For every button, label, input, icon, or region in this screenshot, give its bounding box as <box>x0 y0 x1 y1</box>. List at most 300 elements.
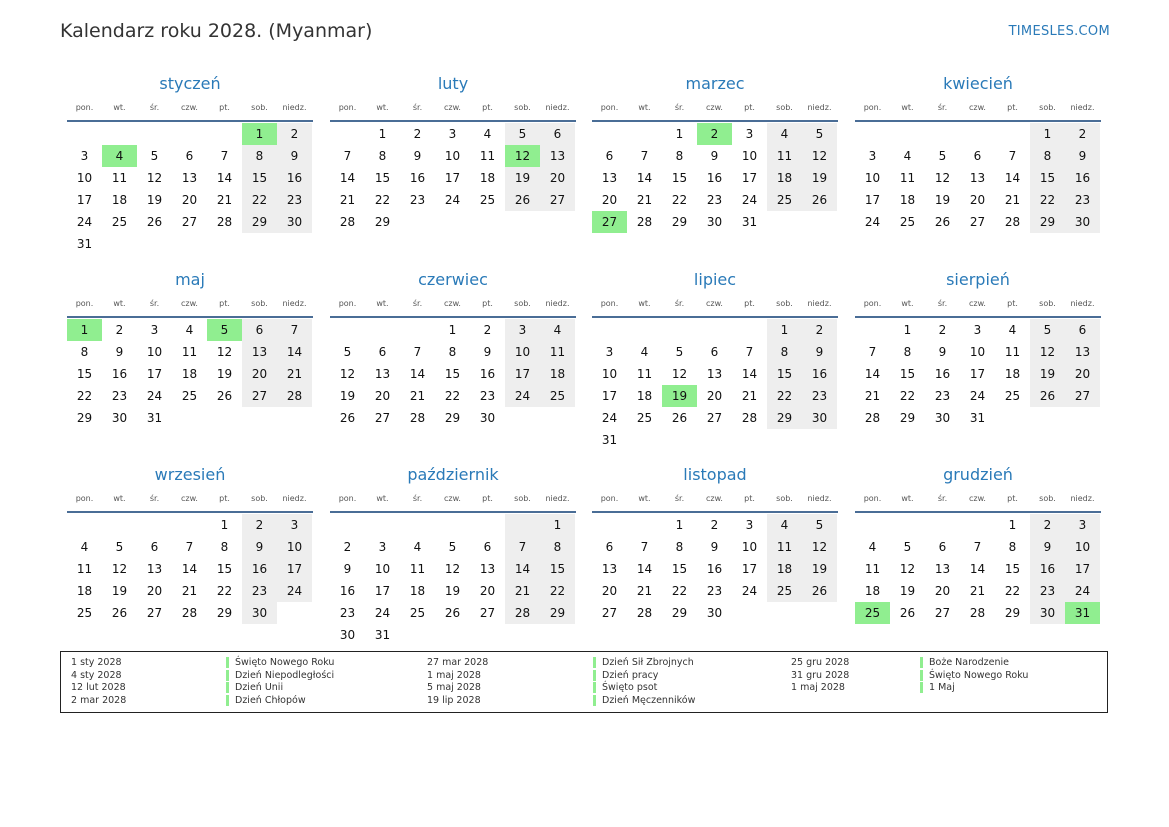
month-name: styczeń <box>159 74 221 93</box>
day-cell: 23 <box>242 580 277 602</box>
day-cell: 16 <box>706 171 723 185</box>
weekday-label: śr. <box>937 299 948 308</box>
day-cell: 18 <box>76 584 93 598</box>
legend-date: 5 maj 2028 <box>427 682 481 694</box>
day-cell: 30 <box>242 602 277 624</box>
legend-date: 1 sty 2028 <box>71 657 122 668</box>
weekday-label: wt. <box>901 103 914 112</box>
day-cell: 16 <box>1065 167 1100 189</box>
day-cell: 29 <box>374 215 391 229</box>
day-cell: 26 <box>1030 385 1065 407</box>
day-cell: 10 <box>76 171 93 185</box>
day-cell: 21 <box>864 389 881 403</box>
day-cell: 9 <box>343 562 352 576</box>
day-cell: 3 <box>378 540 387 554</box>
day-cell: 3 <box>868 149 877 163</box>
day-cell: 7 <box>640 540 649 554</box>
weekday-label: sob. <box>251 299 268 308</box>
holiday-day-cell: 5 <box>207 319 242 341</box>
day-cell: 12 <box>671 367 688 381</box>
legend-holiday-name: Boże Narodzenie <box>920 657 1009 668</box>
day-cell: 4 <box>767 514 802 536</box>
holiday-day-cell: 1 <box>242 123 277 145</box>
day-cell: 23 <box>706 193 723 207</box>
day-cell: 27 <box>601 606 618 620</box>
day-cell: 12 <box>146 171 163 185</box>
day-cell: 27 <box>181 215 198 229</box>
day-cell: 30 <box>339 628 356 642</box>
day-cell: 21 <box>277 363 312 385</box>
day-cell: 14 <box>216 171 233 185</box>
day-cell: 30 <box>277 211 312 233</box>
day-cell: 19 <box>339 389 356 403</box>
day-cell: 20 <box>479 584 496 598</box>
day-cell: 11 <box>767 145 802 167</box>
day-cell: 31 <box>969 411 986 425</box>
day-cell: 7 <box>277 319 312 341</box>
weekday-label: niedz. <box>282 494 307 503</box>
day-cell: 23 <box>277 189 312 211</box>
weekday-label: pon. <box>600 494 619 503</box>
day-cell: 22 <box>216 584 233 598</box>
day-cell: 14 <box>409 367 426 381</box>
day-cell: 20 <box>934 584 951 598</box>
day-cell: 24 <box>277 580 312 602</box>
weekday-label: czw. <box>706 494 723 503</box>
month-block <box>330 74 576 274</box>
day-cell: 13 <box>706 367 723 381</box>
day-cell: 19 <box>802 167 837 189</box>
month-divider <box>67 316 313 318</box>
day-cell: 16 <box>409 171 426 185</box>
day-cell: 8 <box>540 536 575 558</box>
day-cell: 17 <box>505 363 540 385</box>
day-cell: 21 <box>1004 193 1021 207</box>
day-cell: 16 <box>802 363 837 385</box>
day-cell: 23 <box>111 389 128 403</box>
day-cell: 24 <box>76 215 93 229</box>
weekday-label: sob. <box>1039 494 1056 503</box>
day-cell: 30 <box>111 411 128 425</box>
weekday-label: śr. <box>674 299 685 308</box>
weekday-label: sob. <box>1039 103 1056 112</box>
day-cell: 8 <box>675 149 684 163</box>
day-cell: 8 <box>675 540 684 554</box>
day-cell: 1 <box>903 323 912 337</box>
day-cell: 2 <box>115 323 124 337</box>
weekday-label: pon. <box>863 299 882 308</box>
day-cell: 7 <box>220 149 229 163</box>
day-cell: 21 <box>505 580 540 602</box>
day-cell: 27 <box>706 411 723 425</box>
day-cell: 18 <box>181 367 198 381</box>
day-cell: 8 <box>448 345 457 359</box>
day-cell: 25 <box>636 411 653 425</box>
day-cell: 10 <box>277 536 312 558</box>
day-cell: 23 <box>409 193 426 207</box>
day-cell: 16 <box>339 584 356 598</box>
weekday-label: pon. <box>75 494 94 503</box>
day-cell: 12 <box>899 562 916 576</box>
day-cell: 17 <box>741 562 758 576</box>
day-cell: 10 <box>146 345 163 359</box>
day-cell: 15 <box>1030 167 1065 189</box>
calendar-grid <box>67 0 1107 650</box>
day-cell: 19 <box>444 584 461 598</box>
day-cell: 20 <box>374 389 391 403</box>
month-divider <box>330 120 576 122</box>
day-cell: 10 <box>601 367 618 381</box>
day-cell: 26 <box>339 411 356 425</box>
day-cell: 25 <box>767 580 802 602</box>
day-cell: 18 <box>767 558 802 580</box>
day-cell: 30 <box>706 215 723 229</box>
day-cell: 16 <box>277 167 312 189</box>
day-cell: 28 <box>409 411 426 425</box>
weekday-label: sob. <box>514 103 531 112</box>
weekday-label: pt. <box>744 299 755 308</box>
legend-holiday-name: Dzień Męczenników <box>593 695 695 706</box>
day-cell: 19 <box>1030 363 1065 385</box>
day-cell: 17 <box>146 367 163 381</box>
day-cell: 4 <box>640 345 649 359</box>
day-cell: 20 <box>706 389 723 403</box>
day-cell: 10 <box>444 149 461 163</box>
legend-holiday-name: Dzień pracy <box>593 670 658 681</box>
weekday-label: niedz. <box>1070 103 1095 112</box>
day-cell: 1 <box>540 514 575 536</box>
month-divider <box>330 511 576 513</box>
day-cell: 21 <box>339 193 356 207</box>
day-cell: 12 <box>216 345 233 359</box>
day-cell: 24 <box>1065 580 1100 602</box>
day-cell: 31 <box>601 433 618 447</box>
month-divider <box>592 120 838 122</box>
day-cell: 28 <box>277 385 312 407</box>
weekday-label: czw. <box>969 103 986 112</box>
weekday-label: śr. <box>149 299 160 308</box>
day-cell: 5 <box>1030 319 1065 341</box>
weekday-label: czw. <box>969 299 986 308</box>
weekday-label: wt. <box>376 299 389 308</box>
day-cell: 7 <box>745 345 754 359</box>
day-cell: 29 <box>671 215 688 229</box>
day-cell: 26 <box>444 606 461 620</box>
day-cell: 28 <box>864 411 881 425</box>
day-cell: 10 <box>1065 536 1100 558</box>
month-divider <box>330 316 576 318</box>
day-cell: 8 <box>242 145 277 167</box>
day-cell: 27 <box>374 411 391 425</box>
day-cell: 15 <box>540 558 575 580</box>
day-cell: 22 <box>1004 584 1021 598</box>
day-cell: 5 <box>115 540 124 554</box>
day-cell: 7 <box>413 345 422 359</box>
weekday-label: niedz. <box>282 299 307 308</box>
day-cell: 8 <box>80 345 89 359</box>
month-name: grudzień <box>943 465 1013 484</box>
day-cell: 15 <box>1004 562 1021 576</box>
day-cell: 1 <box>767 319 802 341</box>
day-cell: 28 <box>216 215 233 229</box>
day-cell: 25 <box>540 385 575 407</box>
day-cell: 9 <box>483 345 492 359</box>
day-cell: 5 <box>150 149 159 163</box>
day-cell: 17 <box>76 193 93 207</box>
day-cell: 21 <box>636 584 653 598</box>
day-cell: 21 <box>409 389 426 403</box>
day-cell: 9 <box>710 149 719 163</box>
day-cell: 1 <box>1008 518 1017 532</box>
day-cell: 28 <box>339 215 356 229</box>
day-cell: 13 <box>601 171 618 185</box>
month-name: październik <box>407 465 499 484</box>
weekday-label: pon. <box>338 103 357 112</box>
day-cell: 12 <box>444 562 461 576</box>
day-cell: 25 <box>76 606 93 620</box>
holiday-day-cell: 19 <box>662 385 697 407</box>
day-cell: 18 <box>767 167 802 189</box>
day-cell: 2 <box>710 518 719 532</box>
holiday-day-cell: 4 <box>102 145 137 167</box>
day-cell: 10 <box>864 171 881 185</box>
day-cell: 15 <box>671 562 688 576</box>
site-link[interactable]: TIMESLES.COM <box>1008 24 1110 39</box>
day-cell: 4 <box>903 149 912 163</box>
day-cell: 28 <box>636 215 653 229</box>
day-cell: 17 <box>1065 558 1100 580</box>
day-cell: 25 <box>181 389 198 403</box>
day-cell: 14 <box>636 562 653 576</box>
month-name: marzec <box>685 74 745 93</box>
day-cell: 27 <box>146 606 163 620</box>
day-cell: 30 <box>706 606 723 620</box>
day-cell: 17 <box>969 367 986 381</box>
day-cell: 3 <box>277 514 312 536</box>
day-cell: 28 <box>969 606 986 620</box>
weekday-label: wt. <box>901 299 914 308</box>
day-cell: 11 <box>181 345 198 359</box>
day-cell: 17 <box>741 171 758 185</box>
day-cell: 22 <box>444 389 461 403</box>
day-cell: 24 <box>741 193 758 207</box>
day-cell: 22 <box>767 385 802 407</box>
day-cell: 4 <box>1008 323 1017 337</box>
day-cell: 6 <box>185 149 194 163</box>
day-cell: 16 <box>479 367 496 381</box>
day-cell: 28 <box>1004 215 1021 229</box>
day-cell: 20 <box>1065 363 1100 385</box>
day-cell: 27 <box>934 606 951 620</box>
day-cell: 8 <box>1008 540 1017 554</box>
weekday-label: sob. <box>1039 299 1056 308</box>
day-cell: 22 <box>671 193 688 207</box>
day-cell: 6 <box>710 345 719 359</box>
day-cell: 6 <box>378 345 387 359</box>
day-cell: 15 <box>767 363 802 385</box>
weekday-label: pt. <box>1007 299 1018 308</box>
day-cell: 17 <box>601 389 618 403</box>
day-cell: 20 <box>181 193 198 207</box>
day-cell: 7 <box>640 149 649 163</box>
day-cell: 17 <box>277 558 312 580</box>
day-cell: 3 <box>150 323 159 337</box>
holiday-day-cell: 27 <box>592 211 627 233</box>
day-cell: 29 <box>540 602 575 624</box>
month-block <box>855 270 1101 470</box>
weekday-label: pt. <box>219 103 230 112</box>
day-cell: 8 <box>220 540 229 554</box>
day-cell: 20 <box>540 167 575 189</box>
day-cell: 14 <box>181 562 198 576</box>
day-cell: 6 <box>605 149 614 163</box>
weekday-label: pt. <box>744 103 755 112</box>
day-cell: 11 <box>636 367 653 381</box>
day-cell: 26 <box>802 189 837 211</box>
month-block <box>67 270 313 470</box>
day-cell: 31 <box>146 411 163 425</box>
weekday-label: pon. <box>863 103 882 112</box>
day-cell: 26 <box>216 389 233 403</box>
day-cell: 19 <box>216 367 233 381</box>
day-cell: 1 <box>220 518 229 532</box>
day-cell: 31 <box>741 215 758 229</box>
day-cell: 26 <box>111 606 128 620</box>
weekday-label: wt. <box>638 299 651 308</box>
day-cell: 14 <box>741 367 758 381</box>
day-cell: 27 <box>479 606 496 620</box>
day-cell: 19 <box>899 584 916 598</box>
weekday-label: pt. <box>482 299 493 308</box>
day-cell: 11 <box>899 171 916 185</box>
day-cell: 3 <box>745 518 754 532</box>
day-cell: 24 <box>864 215 881 229</box>
day-cell: 5 <box>903 540 912 554</box>
day-cell: 22 <box>242 189 277 211</box>
day-cell: 14 <box>505 558 540 580</box>
day-cell: 2 <box>343 540 352 554</box>
day-cell: 29 <box>444 411 461 425</box>
day-cell: 18 <box>636 389 653 403</box>
day-cell: 4 <box>767 123 802 145</box>
month-divider <box>67 120 313 122</box>
day-cell: 8 <box>903 345 912 359</box>
day-cell: 18 <box>479 171 496 185</box>
weekend-blank-cell <box>505 514 540 536</box>
day-cell: 1 <box>675 127 684 141</box>
day-cell: 25 <box>899 215 916 229</box>
month-block <box>330 465 576 665</box>
weekday-label: niedz. <box>545 103 570 112</box>
day-cell: 12 <box>111 562 128 576</box>
month-divider <box>855 316 1101 318</box>
weekday-label: wt. <box>113 494 126 503</box>
day-cell: 2 <box>277 123 312 145</box>
weekday-label: śr. <box>674 103 685 112</box>
day-cell: 9 <box>710 540 719 554</box>
month-divider <box>592 316 838 318</box>
day-cell: 25 <box>111 215 128 229</box>
day-cell: 13 <box>934 562 951 576</box>
day-cell: 13 <box>479 562 496 576</box>
weekday-label: pon. <box>75 299 94 308</box>
day-cell: 29 <box>242 211 277 233</box>
day-cell: 22 <box>671 584 688 598</box>
weekday-label: pon. <box>338 299 357 308</box>
weekday-label: pon. <box>338 494 357 503</box>
day-cell: 5 <box>675 345 684 359</box>
day-cell: 9 <box>115 345 124 359</box>
weekday-label: niedz. <box>282 103 307 112</box>
weekday-label: pt. <box>219 494 230 503</box>
day-cell: 30 <box>1030 602 1065 624</box>
day-cell: 30 <box>934 411 951 425</box>
month-divider <box>592 511 838 513</box>
holiday-day-cell: 12 <box>505 145 540 167</box>
weekday-label: pt. <box>219 299 230 308</box>
day-cell: 27 <box>1065 385 1100 407</box>
month-block <box>67 74 313 274</box>
weekday-label: niedz. <box>807 299 832 308</box>
weekday-label: śr. <box>674 494 685 503</box>
legend-date: 4 sty 2028 <box>71 669 122 681</box>
day-cell: 6 <box>242 319 277 341</box>
holiday-day-cell: 25 <box>855 602 890 624</box>
day-cell: 29 <box>76 411 93 425</box>
weekday-label: czw. <box>444 103 461 112</box>
month-block <box>592 270 838 470</box>
day-cell: 14 <box>636 171 653 185</box>
day-cell: 26 <box>934 215 951 229</box>
day-cell: 3 <box>80 149 89 163</box>
day-cell: 22 <box>374 193 391 207</box>
day-cell: 29 <box>767 407 802 429</box>
weekday-label: niedz. <box>807 103 832 112</box>
day-cell: 4 <box>80 540 89 554</box>
day-cell: 20 <box>242 363 277 385</box>
month-name: maj <box>175 270 205 289</box>
day-cell: 13 <box>146 562 163 576</box>
day-cell: 7 <box>185 540 194 554</box>
day-cell: 24 <box>374 606 391 620</box>
day-cell: 20 <box>969 193 986 207</box>
month-name: wrzesień <box>154 465 226 484</box>
day-cell: 2 <box>1030 514 1065 536</box>
day-cell: 7 <box>1008 149 1017 163</box>
legend-holiday-name: Dzień Unii <box>226 682 283 693</box>
day-cell: 30 <box>479 411 496 425</box>
day-cell: 5 <box>802 123 837 145</box>
day-cell: 8 <box>378 149 387 163</box>
day-cell: 15 <box>444 367 461 381</box>
day-cell: 11 <box>540 341 575 363</box>
weekday-label: sob. <box>776 103 793 112</box>
day-cell: 15 <box>899 367 916 381</box>
day-cell: 29 <box>671 606 688 620</box>
holiday-day-cell: 1 <box>67 319 102 341</box>
day-cell: 16 <box>111 367 128 381</box>
day-cell: 6 <box>540 123 575 145</box>
weekday-label: niedz. <box>1070 494 1095 503</box>
day-cell: 25 <box>1004 389 1021 403</box>
legend-holiday-name: Święto Nowego Roku <box>920 670 1028 681</box>
day-cell: 19 <box>146 193 163 207</box>
day-cell: 20 <box>146 584 163 598</box>
day-cell: 3 <box>1065 514 1100 536</box>
weekday-label: czw. <box>706 299 723 308</box>
day-cell: 14 <box>969 562 986 576</box>
day-cell: 2 <box>802 319 837 341</box>
